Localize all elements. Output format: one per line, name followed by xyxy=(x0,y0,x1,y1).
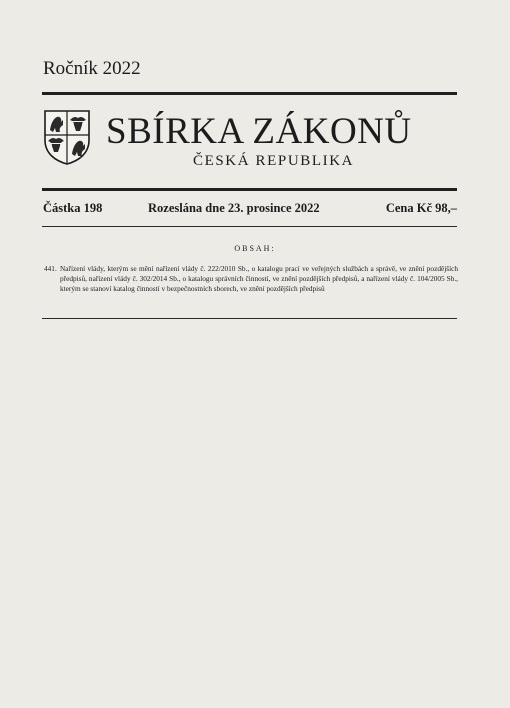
distribution-date: Rozeslána dne 23. prosince 2022 xyxy=(148,201,320,215)
contents-item-number: 441. xyxy=(44,264,57,273)
price: Cena Kč 98,– xyxy=(385,201,457,215)
czech-coat-of-arms-icon xyxy=(42,108,92,166)
contents-item xyxy=(44,264,458,295)
top-rule xyxy=(42,92,457,95)
meta-rule xyxy=(42,226,457,227)
contents-item-text: Nařízení vlády, kterým se mění nařízení vlády č. 222/2010 Sb., o katalogu prací ve veřejných službách a správě, ve znění pozdějších předpisů, nařízení vlády č. 302/2014 Sb., o katalogu správních činností, ve znění pozdějších předpisů, a nařízení vlády č. 104/2005 Sb., kterým se stanoví katalog činností v bezpečnostních sborech, ve znění pozdějších předpisů xyxy=(60,264,458,294)
gazette-title: SBÍRKA ZÁKONŮ xyxy=(106,111,412,152)
contents-bottom-rule xyxy=(42,318,457,319)
contents-heading: OBSAH: xyxy=(234,244,276,253)
header-bottom-rule xyxy=(42,188,457,191)
volume-year: Ročník 2022 xyxy=(43,58,141,79)
issue-number: Částka 198 xyxy=(43,201,103,215)
country-subtitle: ČESKÁ REPUBLIKA xyxy=(193,153,355,169)
